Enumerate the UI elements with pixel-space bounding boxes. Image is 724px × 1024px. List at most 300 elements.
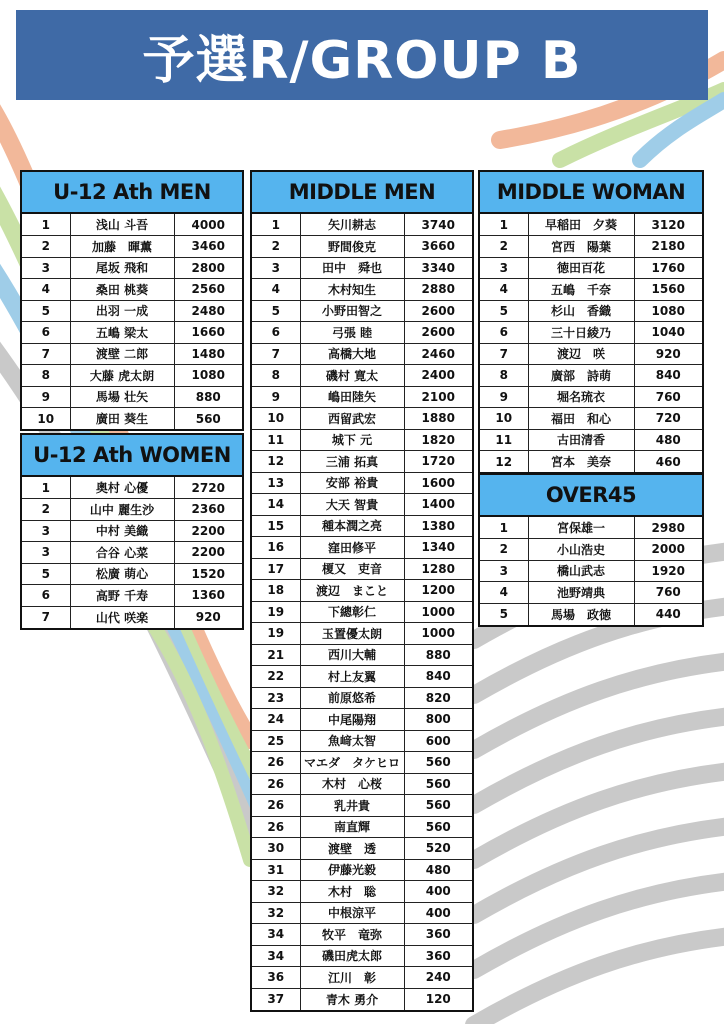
table-row (22, 606, 242, 628)
rank-cell: 7 (22, 343, 70, 365)
points-cell: 3340 (404, 257, 472, 279)
points-cell: 1380 (404, 515, 472, 537)
table-row (22, 477, 242, 499)
table-row (252, 666, 472, 688)
name-cell: 木村知生 (300, 279, 404, 301)
table-row (480, 365, 702, 387)
table-row (252, 279, 472, 301)
rank-cell: 3 (480, 560, 528, 582)
u12-women-table (22, 477, 242, 628)
middle-men-panel (250, 170, 474, 1012)
table-row (252, 967, 472, 989)
name-cell: 山代 咲楽 (70, 606, 174, 628)
rank-cell: 31 (252, 859, 300, 881)
points-cell: 820 (404, 687, 472, 709)
points-cell: 2560 (174, 279, 242, 301)
points-cell: 2180 (634, 236, 702, 258)
table-row (480, 408, 702, 430)
points-cell: 1200 (404, 580, 472, 602)
points-cell: 2800 (174, 257, 242, 279)
table-row (480, 322, 702, 344)
page-title: 予選R/GROUP B (142, 30, 582, 91)
table-row (22, 236, 242, 258)
points-cell: 1280 (404, 558, 472, 580)
middle-men-table (252, 214, 472, 1010)
points-cell: 2200 (174, 542, 242, 564)
name-cell: 江川 彰 (300, 967, 404, 989)
rank-cell: 9 (22, 386, 70, 408)
table-row (252, 343, 472, 365)
u12-women-panel (20, 433, 244, 630)
rank-cell: 6 (252, 322, 300, 344)
name-cell: 魚﨑太智 (300, 730, 404, 752)
rank-cell: 19 (252, 601, 300, 623)
table-row (22, 300, 242, 322)
name-cell: 牧平 竜弥 (300, 924, 404, 946)
rank-cell: 4 (252, 279, 300, 301)
rank-cell: 7 (252, 343, 300, 365)
table-row (22, 214, 242, 236)
table-row (252, 472, 472, 494)
rank-cell: 13 (252, 472, 300, 494)
points-cell: 240 (404, 967, 472, 989)
points-cell: 720 (634, 408, 702, 430)
name-cell: 矢川耕志 (300, 214, 404, 236)
points-cell: 2100 (404, 386, 472, 408)
table-row (480, 539, 702, 561)
points-cell: 760 (634, 582, 702, 604)
rank-cell: 34 (252, 924, 300, 946)
name-cell: 安部 裕貴 (300, 472, 404, 494)
name-cell: マエダ タケヒロ (300, 752, 404, 774)
rank-cell: 22 (252, 666, 300, 688)
points-cell: 2360 (174, 499, 242, 521)
table-row (252, 451, 472, 473)
table-row (252, 816, 472, 838)
table-row (252, 408, 472, 430)
table-row (252, 257, 472, 279)
over45-table (480, 517, 702, 625)
name-cell: 宮保雄一 (528, 517, 634, 539)
name-cell: 渡辺 まこと (300, 580, 404, 602)
points-cell: 1400 (404, 494, 472, 516)
name-cell: 廣部 詩萌 (528, 365, 634, 387)
points-cell: 2600 (404, 300, 472, 322)
points-cell: 2000 (634, 539, 702, 561)
points-cell: 3120 (634, 214, 702, 236)
name-cell: 大天 智貴 (300, 494, 404, 516)
rank-cell: 12 (252, 451, 300, 473)
rank-cell: 3 (252, 257, 300, 279)
points-cell: 2400 (404, 365, 472, 387)
table-row (22, 279, 242, 301)
points-cell: 800 (404, 709, 472, 731)
table-row (252, 558, 472, 580)
name-cell: 出羽 一成 (70, 300, 174, 322)
rank-cell: 25 (252, 730, 300, 752)
name-cell: 五嶋 梁太 (70, 322, 174, 344)
title-banner (16, 10, 708, 100)
points-cell: 880 (404, 644, 472, 666)
rank-cell: 16 (252, 537, 300, 559)
points-cell: 480 (634, 429, 702, 451)
points-cell: 2460 (404, 343, 472, 365)
name-cell: 廣田 葵生 (70, 408, 174, 430)
name-cell: 三浦 拓真 (300, 451, 404, 473)
points-cell: 480 (404, 859, 472, 881)
name-cell: 橋山武志 (528, 560, 634, 582)
table-row (480, 279, 702, 301)
name-cell: 渡壁 透 (300, 838, 404, 860)
points-cell: 760 (634, 386, 702, 408)
table-row (480, 603, 702, 625)
points-cell: 2480 (174, 300, 242, 322)
rank-cell: 30 (252, 838, 300, 860)
table-row (252, 924, 472, 946)
name-cell: 下總彰仁 (300, 601, 404, 623)
points-cell: 920 (174, 606, 242, 628)
rank-cell: 24 (252, 709, 300, 731)
table-row (22, 585, 242, 607)
table-row (252, 752, 472, 774)
name-cell: 窪田修平 (300, 537, 404, 559)
name-cell: 三十日綾乃 (528, 322, 634, 344)
points-cell: 440 (634, 603, 702, 625)
middle-woman-table (480, 214, 702, 472)
middle-woman-title: MIDDLE WOMAN (480, 172, 702, 214)
rank-cell: 3 (22, 542, 70, 564)
table-row (252, 580, 472, 602)
rank-cell: 3 (480, 257, 528, 279)
points-cell: 600 (404, 730, 472, 752)
points-cell: 2880 (404, 279, 472, 301)
name-cell: 嶋田陸矢 (300, 386, 404, 408)
name-cell: 玉置優太朗 (300, 623, 404, 645)
points-cell: 1360 (174, 585, 242, 607)
points-cell: 360 (404, 945, 472, 967)
rank-cell: 1 (22, 214, 70, 236)
name-cell: 城下 元 (300, 429, 404, 451)
name-cell: 中尾陽翔 (300, 709, 404, 731)
table-row (252, 386, 472, 408)
name-cell: 古田清香 (528, 429, 634, 451)
rank-cell: 5 (22, 300, 70, 322)
name-cell: 渡壁 二郎 (70, 343, 174, 365)
rank-cell: 5 (480, 603, 528, 625)
rank-cell: 26 (252, 816, 300, 838)
points-cell: 120 (404, 988, 472, 1010)
table-row (252, 881, 472, 903)
rank-cell: 5 (252, 300, 300, 322)
table-row (22, 563, 242, 585)
table-row (252, 687, 472, 709)
points-cell: 2720 (174, 477, 242, 499)
rank-cell: 6 (22, 322, 70, 344)
table-row (252, 902, 472, 924)
table-row (480, 236, 702, 258)
middle-men-title: MIDDLE MEN (252, 172, 472, 214)
points-cell: 1520 (174, 563, 242, 585)
points-cell: 520 (404, 838, 472, 860)
name-cell: 奥村 心優 (70, 477, 174, 499)
table-row (252, 773, 472, 795)
points-cell: 2980 (634, 517, 702, 539)
name-cell: 高野 千寿 (70, 585, 174, 607)
points-cell: 920 (634, 343, 702, 365)
name-cell: 西川大輔 (300, 644, 404, 666)
rank-cell: 7 (22, 606, 70, 628)
name-cell: 田中 舜也 (300, 257, 404, 279)
name-cell: 小山浩史 (528, 539, 634, 561)
points-cell: 1820 (404, 429, 472, 451)
rank-cell: 2 (22, 499, 70, 521)
rank-cell: 32 (252, 881, 300, 903)
table-row (252, 322, 472, 344)
points-cell: 560 (174, 408, 242, 430)
name-cell: 早稲田 夕葵 (528, 214, 634, 236)
rank-cell: 10 (252, 408, 300, 430)
table-row (252, 644, 472, 666)
rank-cell: 36 (252, 967, 300, 989)
name-cell: 中村 美織 (70, 520, 174, 542)
table-row (252, 838, 472, 860)
table-row (22, 520, 242, 542)
rank-cell: 17 (252, 558, 300, 580)
points-cell: 3460 (174, 236, 242, 258)
points-cell: 4000 (174, 214, 242, 236)
name-cell: 渡辺 咲 (528, 343, 634, 365)
table-row (22, 408, 242, 430)
points-cell: 1920 (634, 560, 702, 582)
table-row (22, 322, 242, 344)
name-cell: 木村 心桜 (300, 773, 404, 795)
middle-woman-panel (478, 170, 704, 474)
name-cell: 磯村 寛太 (300, 365, 404, 387)
name-cell: 尾坂 飛和 (70, 257, 174, 279)
rank-cell: 8 (480, 365, 528, 387)
rank-cell: 11 (252, 429, 300, 451)
rank-cell: 18 (252, 580, 300, 602)
points-cell: 840 (634, 365, 702, 387)
name-cell: 堀名琉衣 (528, 386, 634, 408)
rank-cell: 8 (22, 365, 70, 387)
name-cell: 合谷 心菜 (70, 542, 174, 564)
points-cell: 1660 (174, 322, 242, 344)
table-row (22, 343, 242, 365)
rank-cell: 4 (480, 582, 528, 604)
rank-cell: 2 (480, 236, 528, 258)
name-cell: 馬場 壮矢 (70, 386, 174, 408)
rank-cell: 2 (22, 236, 70, 258)
rank-cell: 1 (252, 214, 300, 236)
points-cell: 560 (404, 795, 472, 817)
rank-cell: 11 (480, 429, 528, 451)
table-row (252, 730, 472, 752)
table-row (252, 859, 472, 881)
rank-cell: 4 (480, 279, 528, 301)
name-cell: 宮本 美奈 (528, 451, 634, 473)
u12-men-title: U-12 Ath MEN (22, 172, 242, 214)
points-cell: 1080 (634, 300, 702, 322)
u12-men-table (22, 214, 242, 429)
name-cell: 榎又 吏音 (300, 558, 404, 580)
over45-panel (478, 473, 704, 627)
u12-men-panel (20, 170, 244, 431)
rank-cell: 21 (252, 644, 300, 666)
table-row (480, 429, 702, 451)
points-cell: 1880 (404, 408, 472, 430)
name-cell: 桑田 桃葵 (70, 279, 174, 301)
name-cell: 木村 聡 (300, 881, 404, 903)
rank-cell: 6 (22, 585, 70, 607)
rank-cell: 1 (22, 477, 70, 499)
table-row (252, 795, 472, 817)
points-cell: 1000 (404, 623, 472, 645)
rank-cell: 1 (480, 517, 528, 539)
points-cell: 1040 (634, 322, 702, 344)
table-row (252, 515, 472, 537)
table-row (480, 386, 702, 408)
points-cell: 560 (404, 816, 472, 838)
points-cell: 2200 (174, 520, 242, 542)
rank-cell: 10 (22, 408, 70, 430)
rank-cell: 2 (480, 539, 528, 561)
table-row (252, 214, 472, 236)
rank-cell: 26 (252, 795, 300, 817)
points-cell: 2600 (404, 322, 472, 344)
rank-cell: 14 (252, 494, 300, 516)
name-cell: 中根涼平 (300, 902, 404, 924)
name-cell: 松廣 萌心 (70, 563, 174, 585)
name-cell: 小野田智之 (300, 300, 404, 322)
table-row (252, 601, 472, 623)
table-row (22, 499, 242, 521)
name-cell: 杉山 香織 (528, 300, 634, 322)
u12-women-title: U-12 Ath WOMEN (22, 435, 242, 477)
table-row (252, 945, 472, 967)
name-cell: 五嶋 千奈 (528, 279, 634, 301)
rank-cell: 2 (252, 236, 300, 258)
name-cell: 乳井貴 (300, 795, 404, 817)
points-cell: 400 (404, 881, 472, 903)
table-row (252, 236, 472, 258)
name-cell: 大藤 虎太朗 (70, 365, 174, 387)
table-row (252, 537, 472, 559)
name-cell: 青木 勇介 (300, 988, 404, 1010)
rank-cell: 4 (22, 279, 70, 301)
rank-cell: 5 (480, 300, 528, 322)
points-cell: 1760 (634, 257, 702, 279)
table-row (252, 494, 472, 516)
rank-cell: 5 (22, 563, 70, 585)
table-row (480, 582, 702, 604)
table-row (22, 365, 242, 387)
name-cell: 徳田百花 (528, 257, 634, 279)
rank-cell: 26 (252, 752, 300, 774)
name-cell: 高橋大地 (300, 343, 404, 365)
name-cell: 加藤 暉薫 (70, 236, 174, 258)
rank-cell: 12 (480, 451, 528, 473)
rank-cell: 9 (480, 386, 528, 408)
table-row (480, 343, 702, 365)
name-cell: 弓張 睦 (300, 322, 404, 344)
points-cell: 1480 (174, 343, 242, 365)
rank-cell: 8 (252, 365, 300, 387)
name-cell: 村上友翼 (300, 666, 404, 688)
rank-cell: 32 (252, 902, 300, 924)
rank-cell: 26 (252, 773, 300, 795)
rank-cell: 3 (22, 520, 70, 542)
table-row (22, 542, 242, 564)
points-cell: 1600 (404, 472, 472, 494)
rank-cell: 1 (480, 214, 528, 236)
table-row (480, 451, 702, 473)
name-cell: 福田 和心 (528, 408, 634, 430)
name-cell: 磯田虎太郎 (300, 945, 404, 967)
points-cell: 560 (404, 752, 472, 774)
name-cell: 馬場 政徳 (528, 603, 634, 625)
points-cell: 360 (404, 924, 472, 946)
table-row (252, 709, 472, 731)
rank-cell: 6 (480, 322, 528, 344)
table-row (480, 257, 702, 279)
name-cell: 種本潤之亮 (300, 515, 404, 537)
rank-cell: 19 (252, 623, 300, 645)
name-cell: 南直輝 (300, 816, 404, 838)
rank-cell: 34 (252, 945, 300, 967)
table-row (252, 623, 472, 645)
rank-cell: 37 (252, 988, 300, 1010)
points-cell: 560 (404, 773, 472, 795)
table-row (480, 214, 702, 236)
points-cell: 1720 (404, 451, 472, 473)
rank-cell: 10 (480, 408, 528, 430)
name-cell: 宮西 陽葉 (528, 236, 634, 258)
rank-cell: 9 (252, 386, 300, 408)
over45-title: OVER45 (480, 475, 702, 517)
points-cell: 400 (404, 902, 472, 924)
table-row (252, 365, 472, 387)
points-cell: 1080 (174, 365, 242, 387)
table-row (252, 429, 472, 451)
points-cell: 3660 (404, 236, 472, 258)
name-cell: 野間俊克 (300, 236, 404, 258)
name-cell: 浅山 斗吾 (70, 214, 174, 236)
rank-cell: 3 (22, 257, 70, 279)
table-row (252, 300, 472, 322)
table-row (480, 560, 702, 582)
rank-cell: 7 (480, 343, 528, 365)
rank-cell: 23 (252, 687, 300, 709)
name-cell: 池野靖典 (528, 582, 634, 604)
table-row (22, 386, 242, 408)
table-row (480, 517, 702, 539)
points-cell: 1000 (404, 601, 472, 623)
points-cell: 880 (174, 386, 242, 408)
rank-cell: 15 (252, 515, 300, 537)
points-cell: 460 (634, 451, 702, 473)
table-row (252, 988, 472, 1010)
points-cell: 840 (404, 666, 472, 688)
name-cell: 前原悠希 (300, 687, 404, 709)
name-cell: 山中 麗生沙 (70, 499, 174, 521)
name-cell: 伊藤光毅 (300, 859, 404, 881)
name-cell: 西留武宏 (300, 408, 404, 430)
points-cell: 1560 (634, 279, 702, 301)
table-row (22, 257, 242, 279)
table-row (480, 300, 702, 322)
points-cell: 3740 (404, 214, 472, 236)
